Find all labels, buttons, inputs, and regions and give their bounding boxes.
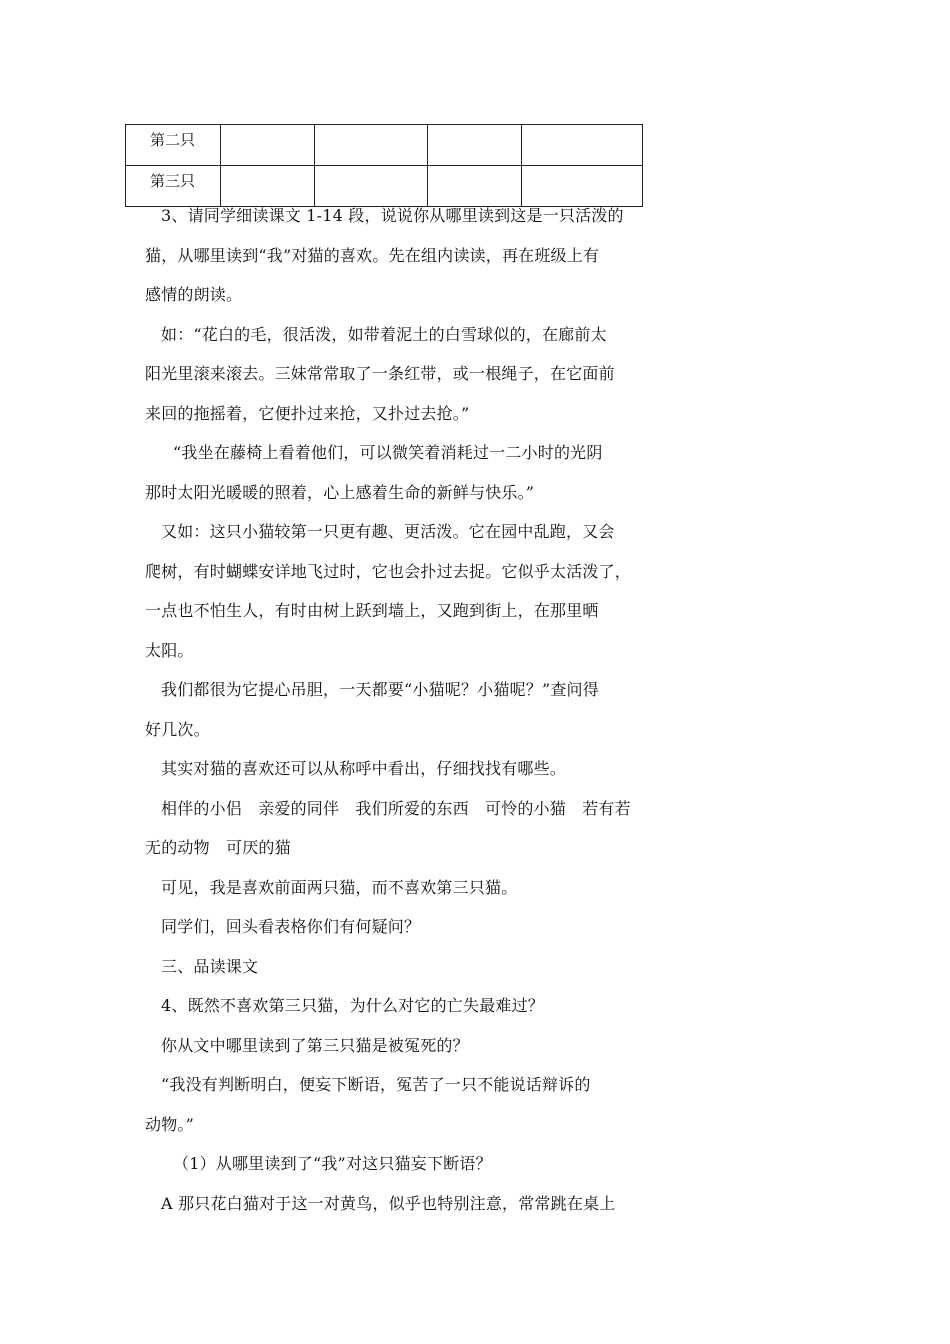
text-line: 太阳。: [145, 640, 194, 660]
body-text: [145, 196, 645, 1223]
text-line: 感情的朗读。: [145, 285, 243, 304]
table-row-label: 第三只: [126, 166, 221, 207]
table-row: [126, 125, 643, 166]
text-line: A 那只花白猫对于这一对黄鸟，似乎也特别注意，常常跳在桌上: [161, 1193, 616, 1213]
text-line: 3、请同学细读课文 1-14 段，说说你从哪里读到这是一只活泼的: [161, 206, 624, 225]
text-line: “我没有判断明白，便妄下断语，冤苦了一只不能说话辩诉的: [161, 1075, 591, 1094]
text-line: 猫，从哪里读到“我”对猫的喜欢。先在组内读读，再在班级上有: [145, 245, 600, 265]
text-line: 无的动物 可厌的猫: [145, 838, 291, 857]
text-line: 来回的拖摇着，它便扑过来抢，又扑过去抢。”: [145, 403, 470, 423]
text-line: 好几次。: [145, 719, 210, 739]
text-line: 动物。”: [145, 1114, 194, 1134]
table-cell: [521, 125, 642, 166]
text-line: 又如：这只小猫较第一只更有趣、更活泼。它在园中乱跑，又会: [161, 522, 615, 541]
table-row-label: 第二只: [126, 125, 221, 166]
table-cell: [315, 125, 428, 166]
text-line: 相伴的小侣 亲爱的同伴 我们所爱的东西 可怜的小猫 若有若: [161, 798, 631, 818]
text-line: 你从文中哪里读到了第三只猫是被冤死的？: [161, 1035, 469, 1055]
text-line: 4、既然不喜欢第三只猫，为什么对它的亡失最难过？: [161, 996, 544, 1015]
text-line: 如：“花白的毛，很活泼，如带着泥土的白雪球似的，在廊前太: [161, 324, 607, 344]
text-line: 同学们，回头看表格你们有何疑问？: [161, 917, 421, 936]
text-line: 一点也不怕生人，有时由树上跃到墙上，又跑到街上，在那里晒: [145, 601, 599, 620]
table-cell: [220, 125, 314, 166]
text-line: 其实对猫的喜欢还可以从称呼中看出，仔细找找有哪些。: [161, 759, 567, 778]
text-line: （1）从哪里读到了“我”对这只猫妄下断语？: [173, 1154, 492, 1173]
text-line: 阳光里滚来滚去。三妹常常取了一条红带，或一根绳子，在它面前: [145, 364, 615, 383]
text-line: “我坐在藤椅上看着他们，可以微笑着消耗过一二小时的光阴: [173, 443, 603, 462]
text-line: 那时太阳光暖暖的照着，心上感着生命的新鲜与快乐。”: [145, 482, 535, 502]
text-line: 我们都很为它提心吊胆，一天都要“小猫呢？小猫呢？”查问得: [161, 680, 599, 699]
cat-comparison-table: [125, 124, 643, 207]
table-cell: [428, 125, 521, 166]
text-line: 三、品读课文: [161, 956, 259, 976]
text-line: 可见，我是喜欢前面两只猫，而不喜欢第三只猫。: [161, 877, 518, 897]
text-line: 爬树，有时蝴蝶安详地飞过时，它也会扑过去捉。它似乎太活泼了，: [145, 561, 632, 581]
